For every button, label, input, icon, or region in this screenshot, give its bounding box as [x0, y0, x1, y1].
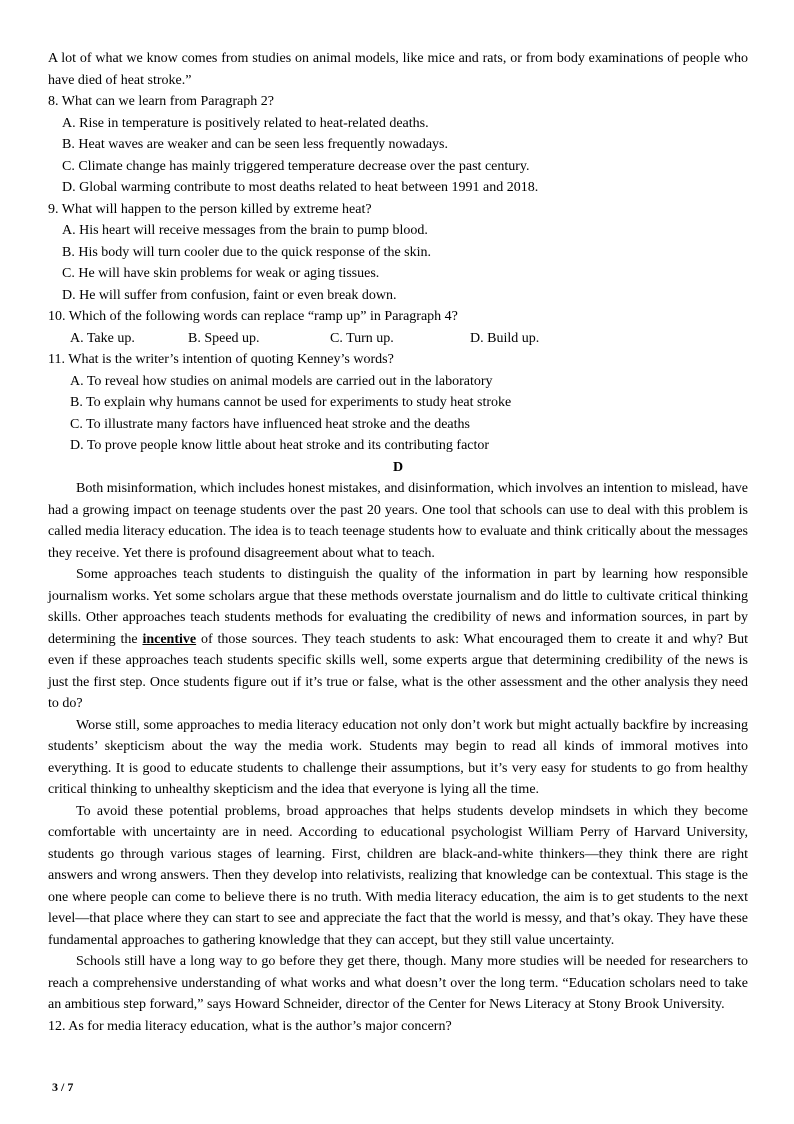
underlined-keyword: incentive — [142, 631, 197, 647]
question-10-option-d: D. Build up. — [470, 330, 540, 346]
question-10-option-a: A. Take up. — [70, 330, 135, 346]
passage-paragraph-1: Both misinformation, which includes honest mistakes, and disinformation, which involves an intention to mislead, have had a growing impact on teenage students over the past 20 years. One tool that schools can use to deal with this problem is called media literacy education. The idea is to teach teenage students how to evaluate and think critically about the messages they receive. Yet there is profound disagreement about what to teach. — [48, 481, 748, 561]
question-9-option-a: A. His heart will receive messages from the brain to pump blood. — [62, 223, 428, 238]
passage-paragraph-3: Worse still, some approaches to media literacy education not only don’t work but might actually backfire by increasing students’ skepticism about the way the media work. Students may begin to read all kinds of immoral motives into everything. It is good to educate students to challenge their assumptions, but it’s very easy for students to go from healthy critical thinking to unhealthy skepticism and the idea that everyone is lying all the time. — [48, 717, 748, 797]
passage-paragraph-2 — [48, 564, 748, 715]
question-11-option-a: A. To reveal how studies on animal models are carried out in the laboratory — [70, 373, 493, 389]
question-11-option-c: C. To illustrate many factors have influenced heat stroke and the deaths — [70, 416, 470, 432]
previous-paragraph-end: A lot of what we know comes from studies on animal models, like mice and rats, or from body examinations of people who have died of heat stroke.” — [48, 51, 748, 88]
page-content — [48, 48, 748, 1037]
question-10-option-c: C. Turn up. — [330, 330, 394, 346]
section-title: D — [392, 459, 404, 475]
question-11-option-d: D. To prove people know little about heat stroke and its contributing factor — [70, 438, 490, 453]
question-9-option-c: C. He will have skin problems for weak or aging tissues. — [62, 266, 380, 281]
passage-paragraph-4: To avoid these potential problems, broad approaches that helps students develop mindsets in which they become comfortable with uncertainty are in need. According to educational psychologist William Perry of Harvard University, students go through various stages of learning. First, children are black-and-white thinkers—they think there are right answers and wrong answers. Then they develop into relativists, realizing that knowledge can be contextual. This stage is the one where people can come to believe there is no truth. With media literacy education, the aim is to get students to the next level—that place where they can start to see and appreciate the fact that the world is messy, and that’s okay. They have these fundamental approaches to gathering knowledge that they can accept, but they still value uncertainty. — [48, 803, 748, 948]
question-8-stem: 8. What can we learn from Paragraph 2? — [48, 94, 274, 109]
passage-paragraph-2-part-2: of those sources. They teach students to ask: What encouraged them to create it and why? But even if these approaches teach students specific skills well, some experts argue that determining credibility of the news is just the first step. Once students figure out if it’s true or false, what is the other assessment and the other analysis they need to do? — [48, 631, 748, 711]
question-8-option-a: A. Rise in temperature is positively related to heat-related deaths. — [62, 115, 429, 131]
passage-paragraph-5: Schools still have a long way to go before they get there, though. Many more studies will be needed for researchers to reach a comprehensive understanding of what works and what doesn’t over the long term. “Education scholars need to take an ambitious step forward,” says Howard Schneider, director of the Center for News Literacy at Stony Brook University. — [48, 954, 748, 1012]
question-11-option-b: B. To explain why humans cannot be used for experiments to study heat stroke — [70, 395, 512, 410]
question-9-stem: 9. What will happen to the person killed by extreme heat? — [48, 201, 372, 217]
question-12-stem: 12. As for media literacy education, what is the author’s major concern? — [48, 1018, 452, 1034]
question-8-option-c: C. Climate change has mainly triggered temperature decrease over the past century. — [62, 158, 530, 174]
page-number: 3 / 7 — [52, 1080, 74, 1094]
passage-paragraph-2-part-1: Some approaches teach students to distinguish the quality of the information in part by learning how responsible journalism works. Yet some scholars argue that these methods overstate journalism and do little to cultivate critical thinking skills. Other approaches teach students methods for evaluating the credibility of news and information sources, in part by determining the — [48, 567, 748, 647]
question-9-option-d: D. He will suffer from confusion, faint or even break down. — [62, 287, 397, 303]
question-8-option-d: D. Global warming contribute to most deaths related to heat between 1991 and 2018. — [62, 180, 539, 195]
question-10-option-b: B. Speed up. — [188, 330, 260, 346]
question-10-stem: 10. Which of the following words can replace “ramp up” in Paragraph 4? — [48, 309, 458, 324]
question-10-options — [70, 328, 748, 350]
question-8-option-b: B. Heat waves are weaker and can be seen less frequently nowadays. — [62, 137, 449, 152]
question-11-stem: 11. What is the writer’s intention of quoting Kenney’s words? — [48, 352, 394, 367]
question-9-option-b: B. His body will turn cooler due to the quick response of the skin. — [62, 244, 431, 260]
